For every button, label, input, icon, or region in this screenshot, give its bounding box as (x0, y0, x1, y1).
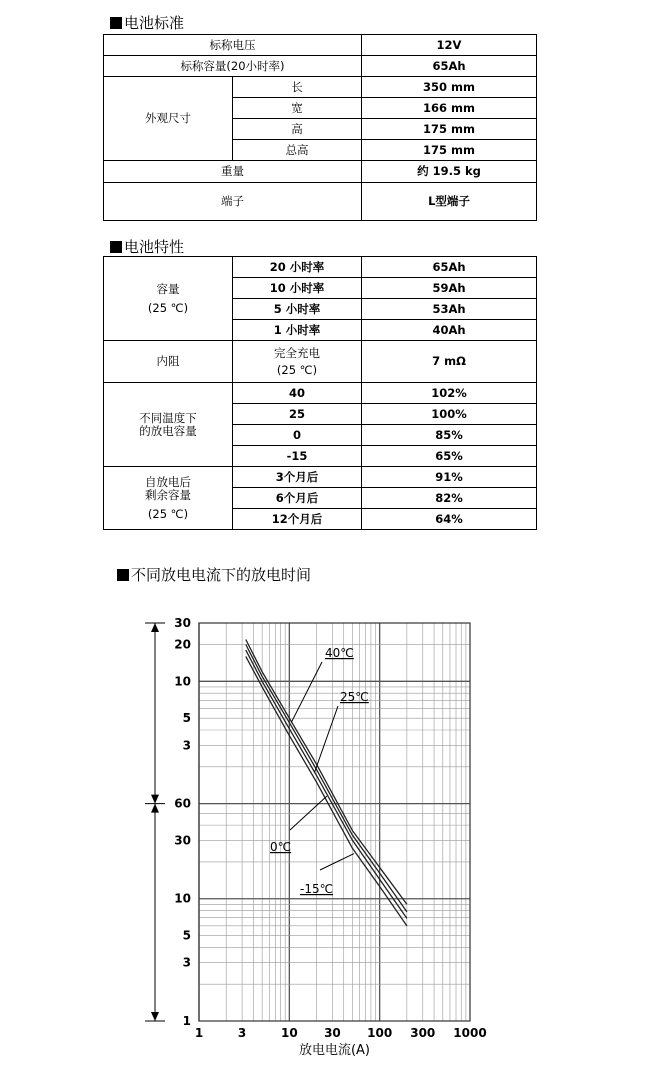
resistance-cond-line2: (25 ℃) (276, 362, 318, 377)
temperature-label-line2: 的放电容量 (139, 423, 197, 438)
table-cell-label: 6个月后 (233, 488, 362, 509)
section-title-chart (117, 564, 311, 585)
table-cell-value: 65Ah (362, 257, 537, 278)
resistance-value: 7 mΩ (362, 341, 537, 383)
table-cell-value: 53Ah (362, 299, 537, 320)
table-cell-label: 5 小时率 (233, 299, 362, 320)
series-leader-line (320, 854, 354, 870)
y-tick-label: 3 (182, 955, 191, 970)
table-cell-value: 12V (362, 35, 537, 56)
series-label: 40℃ (325, 646, 354, 660)
y-tick-label: 20 (174, 637, 191, 652)
series-label: 25℃ (340, 690, 369, 704)
plot-frame (199, 623, 470, 1021)
table-cell-value: 100% (362, 404, 537, 425)
table-cell-label: 12个月后 (233, 509, 362, 530)
table-cell-label: 端子 (104, 183, 362, 221)
y-tick-label: 30 (174, 833, 191, 848)
resistance-condition (233, 341, 362, 383)
section-title-standard-text: 电池标准 (124, 14, 185, 32)
table-cell-value: 约 19.5 kg (362, 161, 537, 183)
self-discharge-line2: 剩余容量 (145, 487, 191, 502)
temperature-group-cell (104, 383, 233, 467)
self-discharge-line3: (25 ℃) (147, 506, 189, 521)
table-cell-label: 高 (233, 119, 362, 140)
table-cell-label: 0 (233, 425, 362, 446)
table-cell-value: 40Ah (362, 320, 537, 341)
section-title-characteristics (110, 236, 184, 257)
series-line (246, 650, 407, 918)
x-tick-label: 3 (237, 1026, 247, 1040)
x-tick-label: 1000 (453, 1026, 487, 1040)
x-tick-label: 100 (367, 1026, 393, 1040)
capacity-group-cell (104, 257, 233, 341)
table-cell-label: -15 (233, 446, 362, 467)
y-tick-label: 3 (182, 738, 191, 753)
series-leader-line (290, 796, 327, 830)
square-bullet-icon (117, 569, 129, 581)
table-cell-value: 65Ah (362, 56, 537, 77)
table-cell-value: 175 mm (362, 119, 537, 140)
capacity-label: 容量 (156, 281, 180, 296)
table-cell-label: 40 (233, 383, 362, 404)
table-cell-value: 85% (362, 425, 537, 446)
table-cell-value: 82% (362, 488, 537, 509)
table-cell-label: 标称容量(20小时率) (104, 56, 362, 77)
section-title-characteristics-text: 电池特性 (124, 238, 185, 256)
table-cell-label: 20 小时率 (233, 257, 362, 278)
x-tick-label: 300 (410, 1026, 436, 1040)
arrowhead-icon (151, 804, 159, 813)
table-cell-value: 64% (362, 509, 537, 530)
series-line (246, 640, 407, 905)
table-cell-value: L型端子 (362, 183, 537, 221)
table-cell-group: 外观尺寸 (104, 77, 233, 161)
y-tick-label: 1 (182, 1014, 191, 1028)
table-cell-value: 59Ah (362, 278, 537, 299)
y-tick-label: 5 (182, 711, 191, 726)
y-tick-label: 5 (182, 928, 191, 943)
characteristics-table (103, 256, 537, 530)
table-cell-value: 166 mm (362, 98, 537, 119)
y-tick-label: 60 (174, 796, 191, 811)
series-leader-line (291, 662, 322, 723)
self-discharge-group-cell (104, 467, 233, 530)
table-cell-label: 标称电压 (104, 35, 362, 56)
section-title-standard (110, 12, 184, 33)
table-cell-label: 重量 (104, 161, 362, 183)
table-cell-value: 102% (362, 383, 537, 404)
x-tick-label: 1 (194, 1026, 204, 1040)
table-cell-label: 10 小时率 (233, 278, 362, 299)
table-cell-value: 350 mm (362, 77, 537, 98)
arrowhead-icon (151, 623, 159, 632)
table-cell-label: 长 (233, 77, 362, 98)
x-axis-label: 放电电流(A) (298, 1043, 371, 1058)
standard-table (103, 34, 537, 221)
table-cell-value: 65% (362, 446, 537, 467)
resistance-label: 内阻 (104, 341, 233, 383)
x-tick-label: 10 (280, 1026, 298, 1040)
y-tick-label: 10 (174, 891, 191, 906)
capacity-temp: (25 ℃) (147, 300, 189, 315)
table-cell-label: 1 小时率 (233, 320, 362, 341)
table-cell-label: 25 (233, 404, 362, 425)
series-line (246, 645, 407, 912)
table-cell-label: 总高 (233, 140, 362, 161)
arrowhead-icon (151, 795, 159, 804)
chart-title: 不同放电电流下的放电时间 (131, 566, 312, 584)
square-bullet-icon (110, 17, 122, 29)
series-line (246, 656, 407, 926)
self-discharge-line1: 自放电后 (145, 474, 191, 489)
table-cell-value: 91% (362, 467, 537, 488)
y-tick-label: 10 (174, 674, 191, 689)
series-leader-line (315, 706, 338, 772)
series-label: -15℃ (300, 882, 334, 896)
x-tick-label: 30 (324, 1026, 341, 1040)
resistance-cond-line1: 完全充电 (274, 345, 320, 360)
table-cell-label: 宽 (233, 98, 362, 119)
arrowhead-icon (151, 1012, 159, 1021)
square-bullet-icon (110, 241, 122, 253)
table-cell-label: 3个月后 (233, 467, 362, 488)
series-label: 0℃ (270, 840, 292, 854)
y-tick-label: 30 (174, 616, 191, 630)
temperature-label-line1: 不同温度下 (139, 410, 197, 425)
table-cell-value: 175 mm (362, 140, 537, 161)
